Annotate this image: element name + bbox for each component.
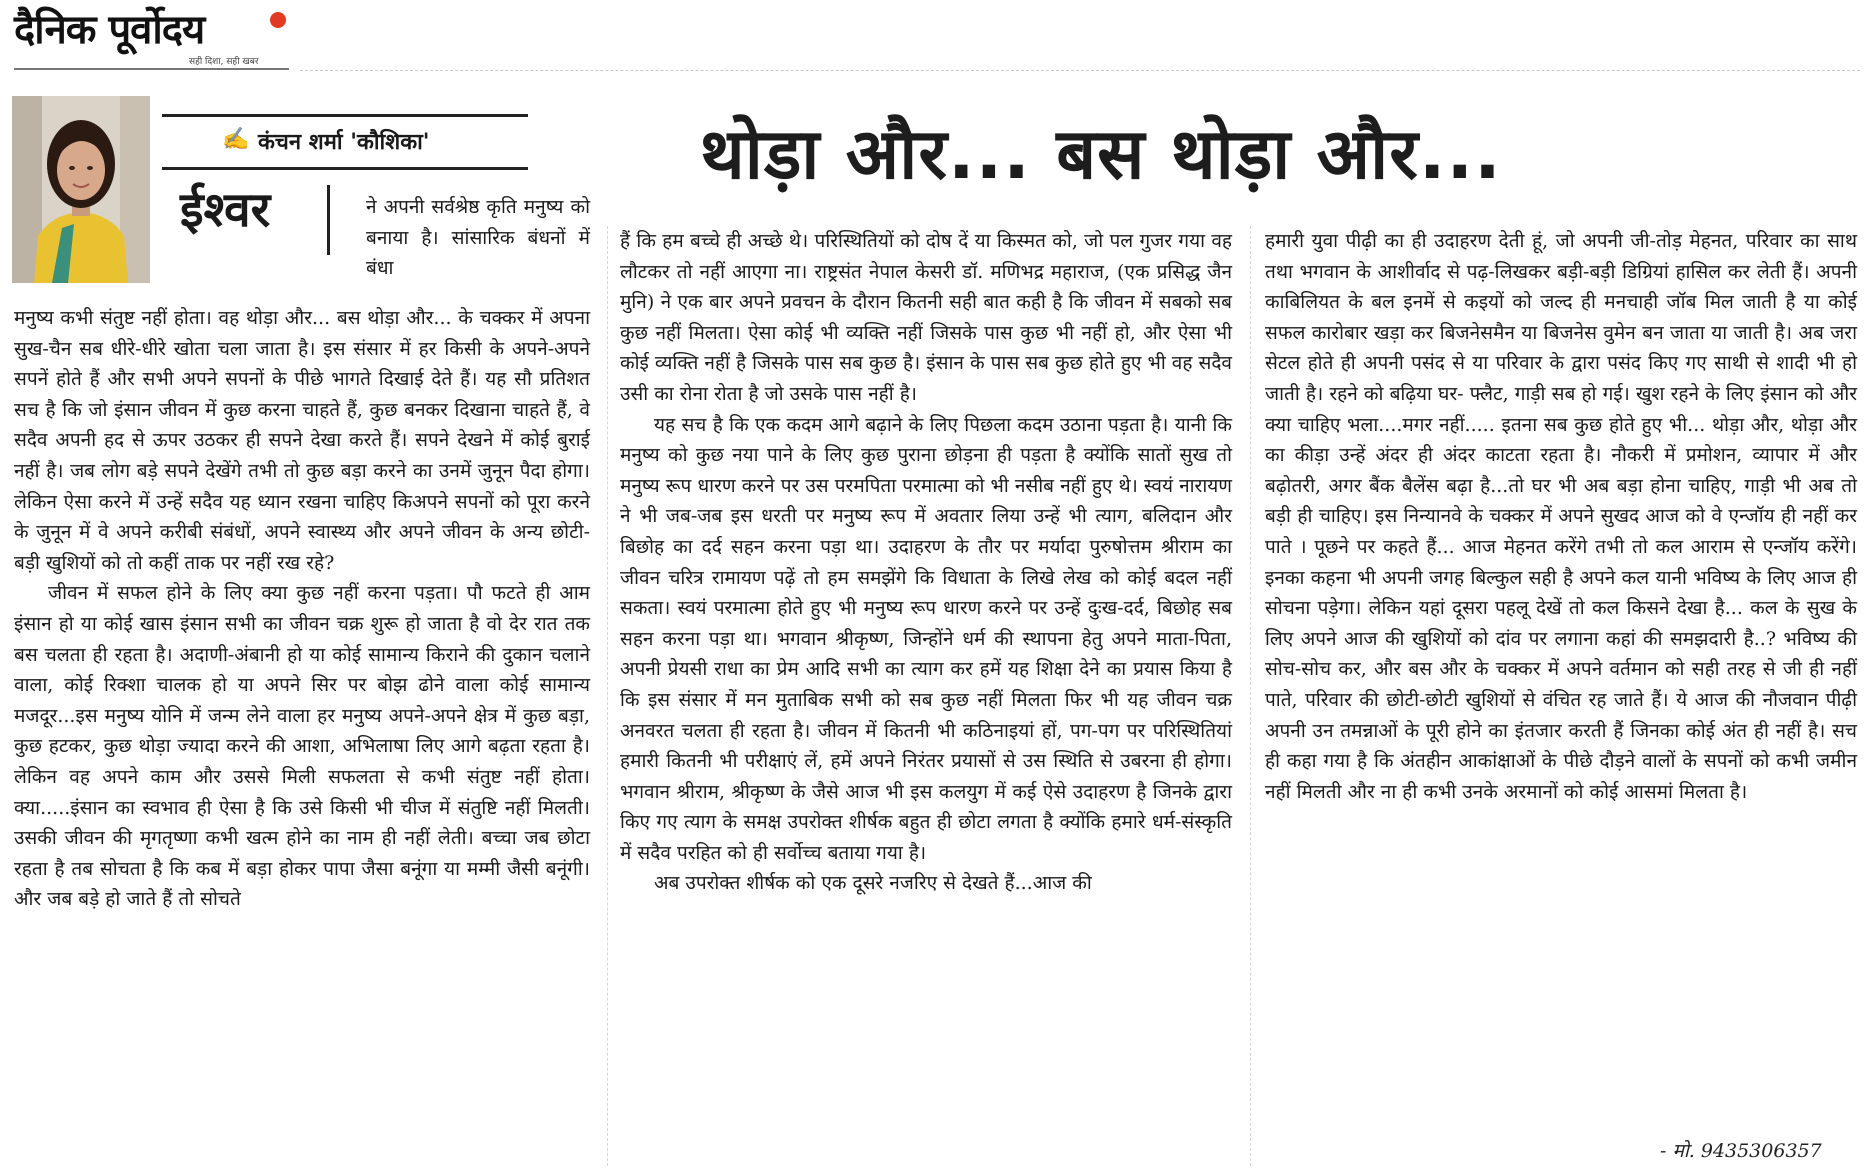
byline <box>162 114 528 170</box>
paragraph: हैं कि हम बच्चे ही अच्छे थे। परिस्थितियों को दोष दें या किस्मत को, जो पल गुजर गया वह लौटकर तो नहीं आएगा ना। राष्ट्रसंत नेपाल केसरी डॉ. मणिभद्र महाराज, (एक प्रसिद्ध जैन मुनि) ने एक बार अपने प्रवचन के दौरान कितनी सही बात कही है कि जीवन में सबको सब कुछ नहीं मिलता। ऐसा कोई भी व्यक्ति नहीं जिसके पास कुछ भी नहीं हो, और ऐसा भी कोई व्यक्ति नहीं है जिसके पास सब कुछ है। इंसान के पास सब कुछ होते हुए भी वह सदैव उसी का रोना रोता है जो उसके पास नहीं है। <box>620 230 1232 405</box>
newspaper-tagline: सही दिशा, सही खबर <box>189 57 259 67</box>
headline: थोड़ा और... बस थोड़ा और... <box>700 113 1502 195</box>
pen-icon: ✍ <box>222 127 250 152</box>
article-column-1 <box>14 303 590 915</box>
article-column-3 <box>1265 226 1857 807</box>
author-photo <box>12 96 150 283</box>
article-column-2 <box>620 226 1232 899</box>
masthead-rule <box>14 68 289 70</box>
newspaper-name: दैनिक पूर्वोदय <box>14 7 205 53</box>
column-divider <box>1250 226 1251 1166</box>
intro-paragraph: ने अपनी सर्वश्रेष्ठ कृति मनुष्य को बनाया है। सांसारिक बंधनों में बंधा <box>366 196 590 280</box>
paragraph: मनुष्य कभी संतुष्ट नहीं होता। वह थोड़ा और... बस थोड़ा और... के चक्कर में अपना सुख-चैन सब धीरे-धीरे खोता चला जाता है। इस संसार में हर किसी के अपने-अपने सपनें होते हैं और सभी अपने सपनों के पीछे भागते दिखाई देते हैं। यह सौ प्रतिशत सच है कि जो इंसान जीवन में कुछ करना चाहते हैं, कुछ बनकर दिखाना चाहते हैं, वे सदैव अपनी हद से ऊपर उठकर ही सपने देखा करते हैं। सपने देखने में कोई बुराई नहीं है। जब लोग बड़े सपने देखेंगे तभी तो कुछ बड़ा करने का उनमें जुनून पैदा होगा। लेकिन ऐसा करने में उन्हें सदैव यह ध्यान रखना चाहिए किअपने सपनों को पूरा करने के जुनून में वे अपने करीबी संबंधों, अपने स्वास्थ्य और अपने जीवन के अन्य छोटी-बड़ी खुशियों को तो कहीं ताक पर नहीं रख रहे? <box>14 307 590 574</box>
intro-text <box>366 192 590 284</box>
drop-word: ईश्वर <box>180 182 271 238</box>
drop-word-bar <box>327 185 330 255</box>
paragraph: यह सच है कि एक कदम आगे बढ़ाने के लिए पिछला कदम उठाना पड़ता है। यानी कि मनुष्य को कुछ नया पाने के लिए कुछ पुराना छोड़ना ही पड़ता है क्योंकि सातों सुख तो मनुष्य रूप धारण करने पर उस परमपिता परमात्मा को भी नसीब नहीं हुए थे। स्वयं नारायण ने भी जब-जब इस धरती पर मनुष्य रूप में अवतार लिया उन्हें भी त्याग, बलिदान और बिछोह का दर्द सहन करना पड़ा था। उदाहरण के तौर पर मर्यादा पुरुषोत्तम श्रीराम का जीवन चरित्र रामायण पढ़ें तो हम समझेंगे कि विधाता के लिखे लेख को कोई बदल नहीं सकता। स्वयं परमात्मा होते हुए भी मनुष्य रूप धारण करने पर उन्हें दुःख-दर्द, बिछोह सब सहन करना पड़ा था। भगवान श्रीकृष्ण, जिन्होंने धर्म की स्थापना हेतु अपने माता-पिता, अपनी प्रेयसी राधा का प्रेम आदि सभी का त्याग कर हमें यह शिक्षा देने का प्रयास किया है कि इस संसार में मन मुताबिक सभी को सब कुछ नहीं मिलता फिर भी यह जीवन चक्र अनवरत चलता ही रहता है। जीवन में कितनी भी कठिनाइयां हों, पग-पग पर परिस्थितियां हमारी कितनी भी परीक्षाएं लें, हमें अपने निरंतर प्रयासों से उस स्थिति से उबरना ही होगा। भगवान श्रीराम, श्रीकृष्ण के जैसे आज भी इस कलयुग में कई ऐसे उदाहरण है जिनके द्वारा किए गए त्याग के समक्ष उपरोक्त शीर्षक बहुत ही छोटा लगता है क्योंकि हमारे धर्म-संस्कृति में सदैव परहित को ही सर्वोच्च बताया गया है। <box>620 413 1232 864</box>
logo-dot-icon <box>270 12 286 28</box>
author-contact: - मो. 9435306357 <box>1660 1140 1822 1162</box>
author-name: कंचन शर्मा 'कौशिका' <box>258 130 430 155</box>
column-divider <box>607 226 608 1166</box>
masthead <box>14 6 289 72</box>
paragraph: जीवन में सफल होने के लिए क्या कुछ नहीं करना पड़ता। पौ फटते ही आम इंसान हो या कोई खास इंसान सभी का जीवन चक्र शुरू हो जाता है वो देर रात तक बस चलता ही रहता है। अदाणी-अंबानी हो या कोई सामान्य किराने की दुकान चलाने वाला, कोई रिक्शा चालक हो या अपने सिर पर बोझ ढोने वाला कोई सामान्य मजदूर...इस मनुष्य योनि में जन्म लेने वाला हर मनुष्य अपने-अपने क्षेत्र में कुछ बड़ा, कुछ हटकर, कुछ थोड़ा ज्यादा करने की आशा, अभिलाषा लिए आगे बढ़ता रहता है। लेकिन वह अपने काम और उससे मिली सफलता से कभी संतुष्ट नहीं होता। क्या.....इंसान का स्वभाव ही ऐसा है कि उसे किसी भी चीज में संतुष्टि नहीं मिलती। उसकी जीवन की मृगतृष्णा कभी खत्म होने का नाम ही नहीं लेती। बच्चा जब छोटा रहता है तब सोचता है कि कब में बड़ा होकर पापा जैसा बनूंगा या मम्मी जैसी बनूंगी। और जब बड़े हो जाते हैं तो सोचते <box>14 582 590 911</box>
top-divider <box>300 70 1860 71</box>
paragraph: हमारी युवा पीढ़ी का ही उदाहरण देती हूं, जो अपनी जी-तोड़ मेहनत, परिवार का साथ तथा भगवान के आशीर्वाद से पढ़-लिखकर बड़ी-बड़ी डिग्रियां हासिल कर लेती हैं। अपनी काबिलियत के बल इनमें से कइयों को जल्द ही मनचाही जॉब मिल जाती है या कोई सफल कारोबार खड़ा कर बिजनेसमैन या बिजनेस वुमेन बन जाता या जाती है। अब जरा सेटल होते ही अपनी पसंद से या परिवार के द्वारा पसंद किए गए साथी से शादी भी हो जाती है। रहने को बढ़िया घर- फ्लैट, गाड़ी सब हो गई। खुश रहने के लिए इंसान को और क्या चाहिए भला....मगर नहीं..... इतना सब कुछ होते हुए भी... थोड़ा और, थोड़ा और का कीड़ा उन्हें अंदर ही अंदर काटता रहता है। नौकरी में प्रमोशन, व्यापार में और बढ़ोतरी, अगर बैंक बैलेंस बढ़ा है...तो घर भी अब बड़ा होना चाहिए, गाड़ी भी अब तो बड़ी ही चाहिए। इस निन्यानवे के चक्कर में अपने सुखद आज को वे एन्जॉय ही नहीं कर पाते । पूछने पर कहते हैं... आज मेहनत करेंगे तभी तो कल आराम से एन्जॉय करेंगे। इनका कहना भी अपनी जगह बिल्कुल सही है अपने कल यानी भविष्य के लिए आज ही सोचना पड़ेगा। लेकिन यहां दूसरा पहलू देखें तो कल किसने देखा है... कल के सुख के लिए अपने आज की खुशियों को दांव पर लगाना कहां की समझदारी है..? भविष्य की सोच-सोच कर, और बस और के चक्कर में अपने वर्तमान को सही तरह से जी ही नहीं पाते, परिवार की छोटी-छोटी खुशियों से वंचित रह जाते हैं। ये आज की नौजवान पीढ़ी अपनी उन तमन्नाओं के पूरी होने का इंतजार करती हैं जिनका कोई अंत ही नहीं है। सच ही कहा गया है कि अंतहीन आकांक्षाओं के पीछे दौड़ने वालों के सपनों को कभी जमीन नहीं मिलती और ना ही कभी उनके अरमानों को कोई आसमां मिलता है। <box>1265 230 1857 803</box>
paragraph: अब उपरोक्त शीर्षक को एक दूसरे नजरिए से देखते हैं...आज की <box>654 872 1092 895</box>
